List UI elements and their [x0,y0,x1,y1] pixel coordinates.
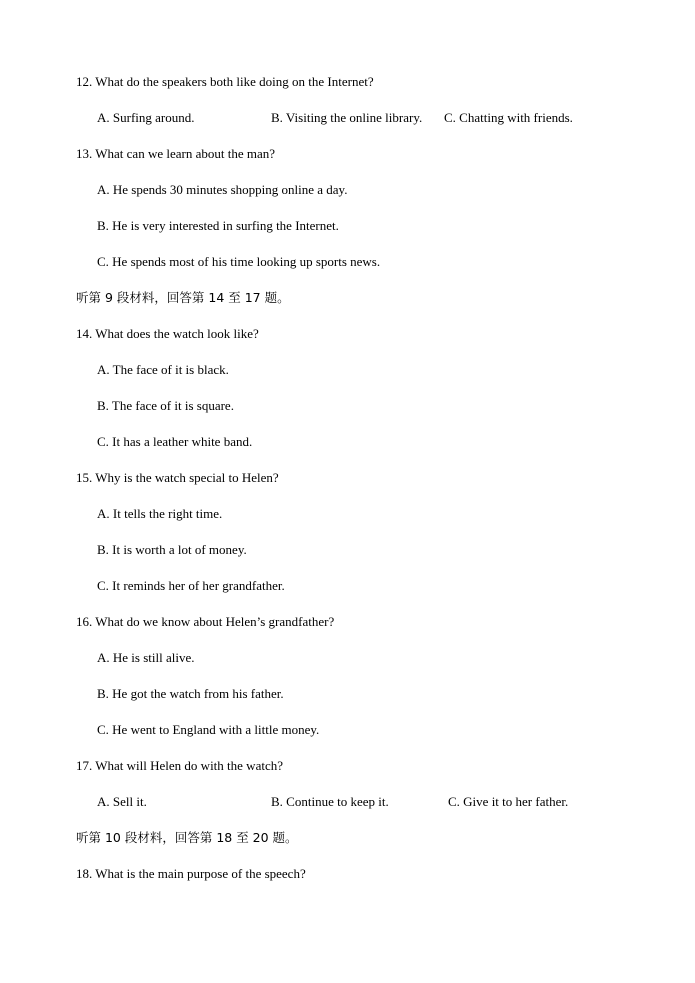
question-17: 17. What will Helen do with the watch? [76,758,283,773]
question-13: 13. What can we learn about the man? [76,146,276,161]
question-17-option-b: B. Continue to keep it. [271,794,389,809]
question-18: 18. What is the main purpose of the speech? [76,866,306,881]
question-14: 14. What does the watch look like? [76,326,259,341]
question-12-option-c: C. Chatting with friends. [444,110,573,125]
question-16: 16. What do we know about Helen’s grandfather? [76,614,335,629]
question-12-option-b: B. Visiting the online library. [271,110,423,125]
question-15-option-c: C. It reminds her of her grandfather. [97,578,285,593]
question-16-option-c: C. He went to England with a little money. [97,722,320,737]
question-12: 12. What do the speakers both like doing on the Internet? [76,74,374,89]
question-14-option-a: A. The face of it is black. [97,362,229,377]
question-17-option-c: C. Give it to her father. [448,794,569,809]
section-10-instruction: 听第 10 段材料，回答第 18 至 20 题。 [76,830,298,845]
question-13-option-c: C. He spends most of his time looking up sports news. [97,254,381,269]
question-15: 15. Why is the watch special to Helen? [76,470,279,485]
question-16-option-a: A. He is still alive. [97,650,195,665]
question-14-option-b: B. The face of it is square. [97,398,234,413]
question-17-option-a: A. Sell it. [97,794,147,809]
question-14-option-c: C. It has a leather white band. [97,434,253,449]
question-15-option-b: B. It is worth a lot of money. [97,542,247,557]
question-13-option-b: B. He is very interested in surfing the Internet. [97,218,339,233]
question-13-option-a: A. He spends 30 minutes shopping online a day. [97,182,348,197]
question-16-option-b: B. He got the watch from his father. [97,686,284,701]
question-12-option-a: A. Surfing around. [97,110,195,125]
question-15-option-a: A. It tells the right time. [97,506,223,521]
section-9-instruction: 听第 9 段材料，回答第 14 至 17 题。 [76,290,290,305]
